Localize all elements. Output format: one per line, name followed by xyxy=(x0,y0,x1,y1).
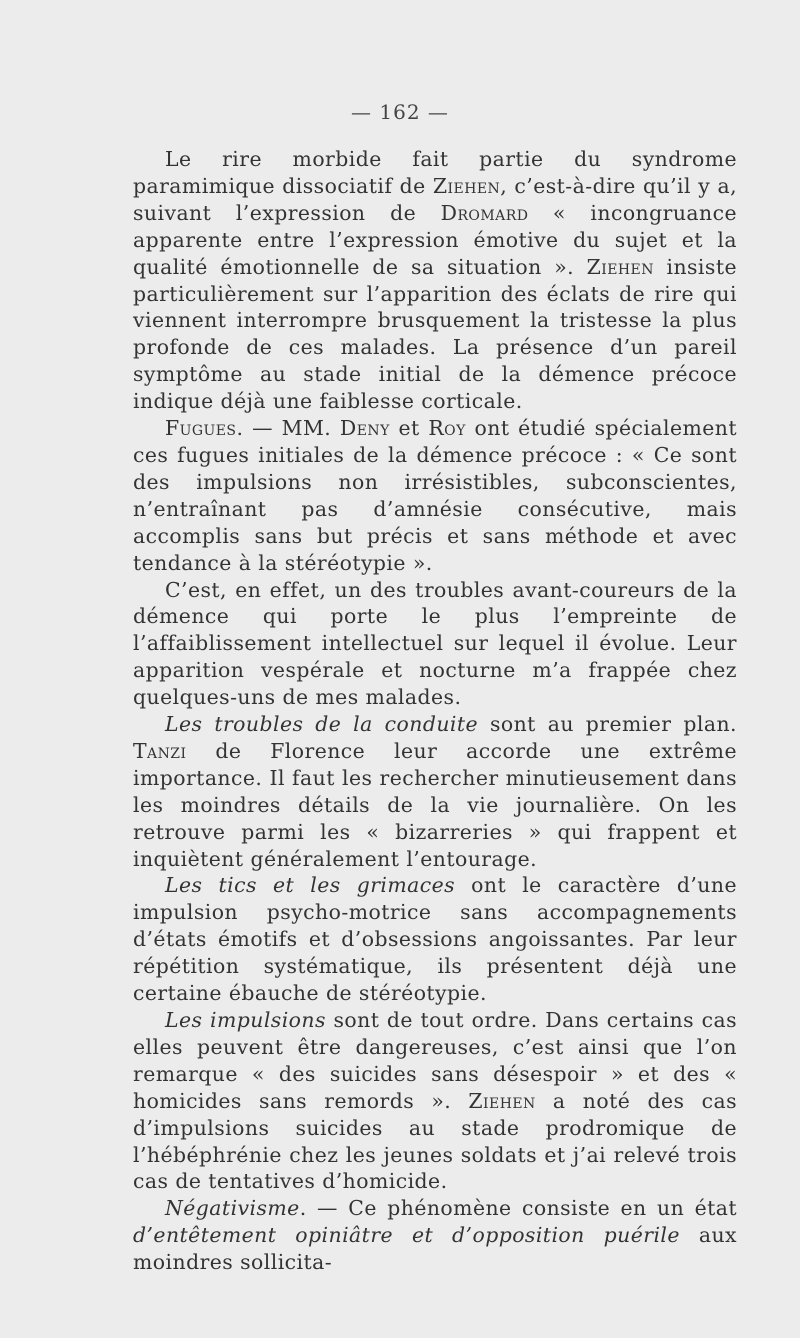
author-name: Ziehen xyxy=(432,173,501,198)
page-number: — 162 — xyxy=(351,100,449,124)
text-run: ont le caractère d’une impulsion psycho-motrice sans accompagnements d’états émotifs et d’obsessions angoissantes. Par leur répétition systématique, ils présentent déjà une certaine ébauche de stéréotypie. xyxy=(133,873,737,1006)
paragraph-troubles-avant-coureurs xyxy=(133,577,737,712)
text-run: de Florence leur accorde une extrême importance. Il faut les rechercher minutieusement dans les moindres détails de la vie journalière. On les retrouve parmi les « bizarreries » qui frappent et inquiètent généralement l’entourage. xyxy=(133,738,737,871)
italic-text: Les impulsions xyxy=(165,1008,326,1032)
paragraph-troubles-conduite xyxy=(133,711,737,872)
author-name: Tanzi xyxy=(133,738,187,763)
text-run: aux moindres sollicita- xyxy=(133,1223,737,1275)
author-name: Roy xyxy=(428,416,466,441)
text-run: , c’est-à-dire qu’il y a, suivant l’expression de xyxy=(133,173,737,225)
text-run: C’est, en effet, un des troubles avant-coureurs de la démence qui porte le plus l’empreinte de l’affaiblissement intellectuel sur lequel il évolue. Leur apparition vespérale et nocturne m’a frappée chez quelques-uns de mes malades. xyxy=(133,577,737,710)
text-run: sont de tout ordre. Dans certains cas elles peuvent être dangereuses, c’est ainsi que l’on remarque « des suicides sans désespoir » et des « homicides sans remords ». xyxy=(133,1008,737,1113)
text-run: Le rire morbide fait partie du syndrome paramimique dissociatif de xyxy=(133,147,737,198)
italic-text: d’entêtement opiniâtre et d’opposition puérile xyxy=(133,1223,680,1248)
text-run: sont au premier plan. xyxy=(478,712,737,737)
author-name: Fugues xyxy=(165,416,237,441)
text-run: « incongruance apparente entre l’expression émotive du sujet et la qualité émotionnelle de sa situation ». xyxy=(133,200,737,279)
text-body xyxy=(133,146,737,1276)
text-run: ont étudié spécialement ces fugues initiales de la démence précoce : « Ce sont des impulsions non irrésistibles, subconscientes, n’entraînant pas d’amnésie consécutive, mais accomplis sans but précis et sans méthode et avec tendance à la stéréotypie ». xyxy=(133,416,738,575)
paragraph-impulsions xyxy=(133,1007,737,1195)
text-run: . — MM. xyxy=(236,416,340,441)
author-name: Deny xyxy=(339,416,390,441)
author-name: Ziehen xyxy=(586,254,654,279)
paragraph-negativisme xyxy=(133,1195,737,1276)
author-name: Ziehen xyxy=(468,1088,536,1113)
italic-text: Négativisme xyxy=(165,1196,300,1221)
paragraph-tics-grimaces xyxy=(133,872,737,1007)
text-run: insiste particulièrement sur l’apparition des éclats de rire qui viennent interrompre brusquement la tristesse la plus profonde de ces malades. La présence d’un pareil symptôme au stade initial de la démence précoce indique déjà une faiblesse corticale. xyxy=(133,254,737,414)
text-run: . — Ce phénomène consiste en un état xyxy=(299,1196,737,1221)
author-name: Dromard xyxy=(440,200,529,225)
paragraph-rire-morbide xyxy=(133,146,737,415)
paragraph-fugues xyxy=(133,415,737,576)
text-run: et xyxy=(389,416,429,441)
italic-text: Les tics et les grimaces xyxy=(165,873,456,898)
italic-text: Les troubles de la conduite xyxy=(165,712,479,737)
text-run: a noté des cas d’impulsions suicides au stade prodromique de l’hébéphrénie chez les jeunes soldats et j’ai relevé trois cas de tentatives d’homicide. xyxy=(133,1088,737,1194)
